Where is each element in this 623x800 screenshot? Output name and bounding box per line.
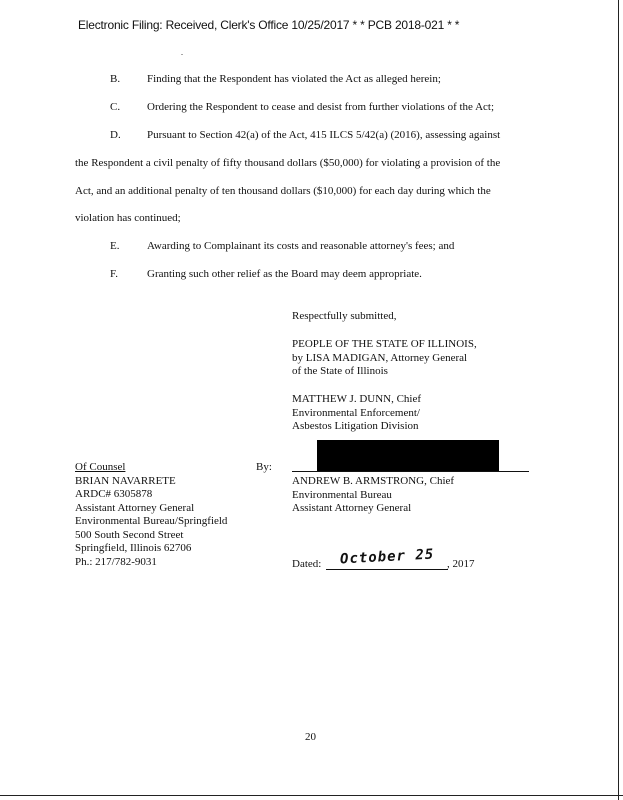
dated-year: , 2017 [447,558,475,570]
people-line-2: by LISA MADIGAN, Attorney General [292,351,468,364]
item-e-text: Awarding to Complainant its costs and reasonable attorney's fees; and [147,240,455,252]
item-c-letter: C. [110,101,121,113]
people-line-1: PEOPLE OF THE STATE OF ILLINOIS, [292,338,477,350]
counsel-label: Of Counsel [75,461,126,473]
signer-block [292,475,454,516]
closing: Respectfully submitted, [292,310,397,322]
chief-line-2: Environmental Enforcement/ [292,406,420,419]
people-block [292,338,477,379]
counsel-bureau: Environmental Bureau/Springfield [75,515,228,527]
item-d-line-4: violation has continued; [75,212,181,224]
counsel-title: Assistant Attorney General [75,501,195,514]
signer-line-3: Assistant Attorney General [292,502,412,514]
item-d-line-3: Act, and an additional penalty of ten thousand dollars ($10,000) for each day during which the [75,185,491,197]
counsel-block [75,461,227,569]
date-line [326,569,448,570]
item-d-letter: D. [110,129,121,141]
scan-edge-right [618,0,619,800]
chief-block [292,393,421,434]
page-number: 20 [305,731,316,743]
chief-line-1: MATTHEW J. DUNN, Chief [292,393,422,405]
counsel-street: 500 South Second Street [75,528,184,541]
chief-line-3: Asbestos Litigation Division [292,420,419,432]
item-f-text: Granting such other relief as the Board may deem appropriate. [147,268,422,280]
handwritten-date: October 25 [339,546,435,568]
signature-line [292,471,529,472]
item-e-letter: E. [110,240,120,252]
item-d-line-1: Pursuant to Section 42(a) of the Act, 415 ILCS 5/42(a) (2016), assessing against [147,129,501,141]
signer-line-2: Environmental Bureau [292,488,392,501]
filing-header: Electronic Filing: Received, Clerk's Office 10/25/2017 * * PCB 2018-021 * * [78,18,460,32]
by-label: By: [256,461,272,473]
dated-label: Dated: [292,558,322,570]
item-b-letter: B. [110,73,121,85]
item-c-text: Ordering the Respondent to cease and desist from further violations of the Act; [147,101,495,113]
counsel-ardc: ARDC# 6305878 [75,488,153,500]
signer-line-1: ANDREW B. ARMSTRONG, Chief [292,475,455,487]
item-f-letter: F. [110,268,118,280]
item-d-line-2: the Respondent a civil penalty of fifty thousand dollars ($50,000) for violating a provision of the [75,157,501,169]
counsel-phone: Ph.: 217/782-9031 [75,555,157,568]
counsel-name: BRIAN NAVARRETE [75,474,176,487]
stray-mark: . [181,48,183,57]
redacted-signature [317,440,499,472]
scan-edge-bottom [0,795,623,796]
item-b-text: Finding that the Respondent has violated the Act as alleged herein; [147,73,441,85]
people-line-3: of the State of Illinois [292,365,388,377]
counsel-city: Springfield, Illinois 62706 [75,542,192,554]
